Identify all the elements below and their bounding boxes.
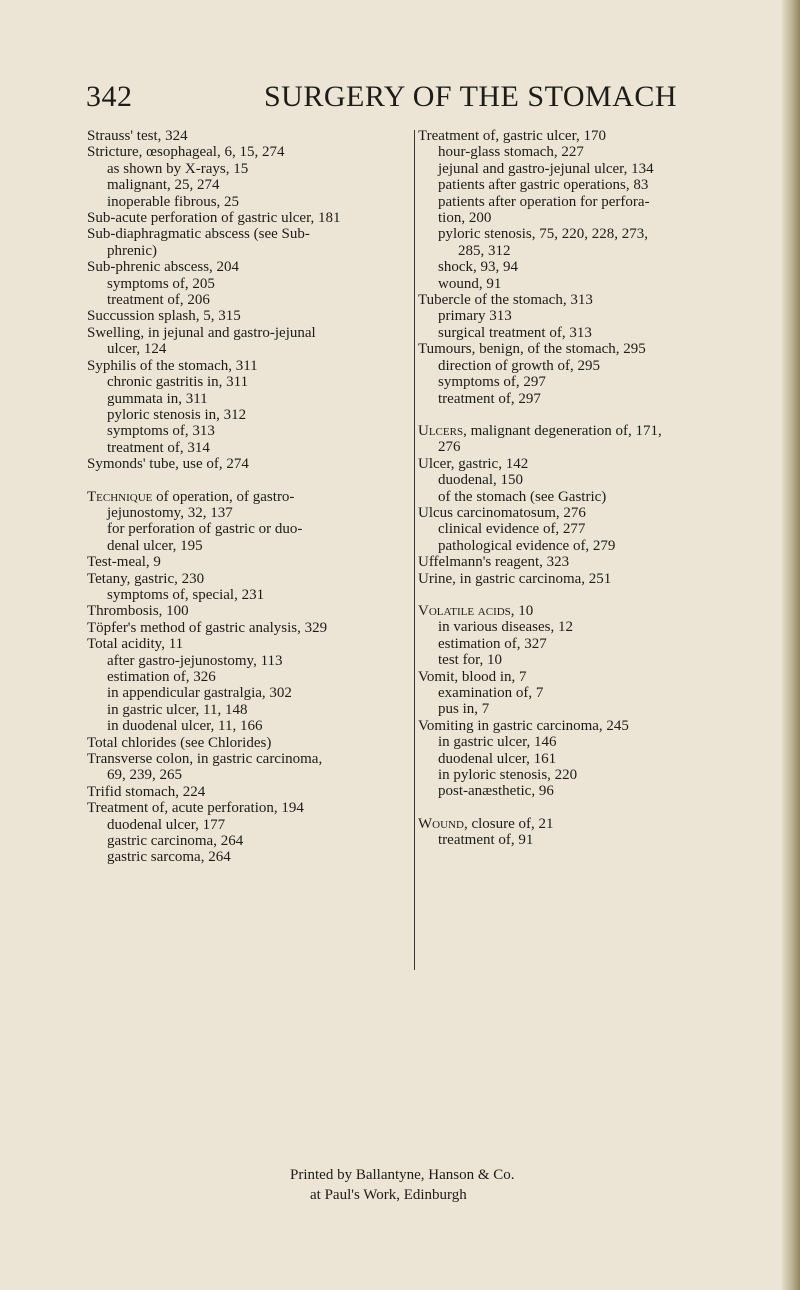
index-entry: Sub-diaphragmatic abscess (see Sub- [87,226,310,243]
index-subentry: treatment of, 91 [438,832,534,849]
index-subentry: ulcer, 124 [107,341,167,358]
index-subentry: after gastro-jejunostomy, 113 [107,652,283,669]
column-divider [414,130,415,970]
index-subentry: in gastric ulcer, 11, 148 [107,701,248,718]
index-subentry: 276 [438,439,461,456]
index-subentry: pathological evidence of, 279 [438,537,616,554]
index-subentry: phrenic) [107,242,157,259]
index-entry: Total chlorides (see Chlorides) [87,734,272,751]
index-entry: Treatment of, gastric ulcer, 170 [418,128,606,144]
index-subentry: test for, 10 [438,652,502,669]
index-subentry: duodenal, 150 [438,472,523,489]
index-entry: Total acidity, 11 [87,636,184,653]
index-subentry: surgical treatment of, 313 [438,324,592,341]
index-subentry: 69, 239, 265 [107,767,182,784]
index-entry: Swelling, in jejunal and gastro-jejunal [87,324,316,341]
index-entry: Tumours, benign, of the stomach, 295 [418,341,646,358]
section-lead-word: Ulcers [418,422,464,439]
page-number: 342 [86,80,133,113]
index-entry: Thrombosis, 100 [87,603,189,620]
index-subentry: estimation of, 327 [438,635,547,652]
index-subentry: pyloric stenosis, 75, 220, 228, 273, [438,226,648,243]
index-subentry: symptoms of, 313 [107,423,215,440]
index-entry: Tetany, gastric, 230 [87,570,205,587]
index-entry: Ulcers, malignant degeneration of, 171, [418,422,662,439]
index-entry: Vomit, blood in, 7 [418,668,527,685]
running-title: SURGERY OF THE STOMACH [264,80,678,113]
index-entry: Töpfer's method of gastric analysis, 329 [87,619,328,636]
index-column-right [418,128,773,849]
index-entry: Wound, closure of, 21 [418,815,554,832]
index-entry: Uffelmann's reagent, 323 [418,554,570,571]
index-subentry: as shown by X-rays, 15 [107,160,249,177]
index-subentry: symptoms of, special, 231 [107,586,265,603]
index-subentry: primary 313 [438,308,512,325]
index-entry: Technique of operation, of gastro- [87,488,295,505]
index-entry: Symonds' tube, use of, 274 [87,456,249,473]
index-subentry: gastric carcinoma, 264 [107,833,244,850]
index-column-left [87,128,412,866]
index-subentry: treatment of, 297 [438,390,541,407]
index-entry: Syphilis of the stomach, 311 [87,357,258,374]
index-subentry: patients after operation for perfora- [438,193,650,210]
index-entry: Strauss' test, 324 [87,128,188,144]
index-subentry: in duodenal ulcer, 11, 166 [107,718,263,735]
index-subentry: gummata in, 311 [107,390,208,407]
index-subentry: pyloric stenosis in, 312 [107,406,247,423]
index-entry: Treatment of, acute perforation, 194 [87,800,304,817]
index-subentry: for perforation of gastric or duo- [107,521,303,538]
index-subentry: wound, 91 [438,275,502,292]
index-subentry: in gastric ulcer, 146 [438,734,557,751]
index-subentry: hour-glass stomach, 227 [438,144,584,161]
index-subentry: direction of growth of, 295 [438,357,601,374]
index-subentry: in various diseases, 12 [438,619,573,636]
index-subentry: malignant, 25, 274 [107,177,220,194]
index-subentry: tion, 200 [438,210,492,227]
page-edge [782,0,800,1290]
index-subentry: gastric sarcoma, 264 [107,849,231,866]
section-gap [87,473,412,489]
index-subentry: in pyloric stenosis, 220 [438,767,578,784]
index-subentry: duodenal ulcer, 177 [107,816,226,833]
section-lead-word: Technique [87,488,153,505]
index-subentry: denal ulcer, 195 [107,537,203,554]
index-entry: Transverse colon, in gastric carcinoma, [87,751,323,768]
index-subentry: chronic gastritis in, 311 [107,374,249,391]
index-subentry: inoperable fibrous, 25 [107,193,240,210]
index-entry: Volatile acids, 10 [418,602,534,619]
index-entry: Sub-phrenic abscess, 204 [87,259,240,276]
section-gap [418,587,773,603]
index-entry: Tubercle of the stomach, 313 [418,292,593,309]
index-entry: Stricture, œsophageal, 6, 15, 274 [87,144,285,161]
index-subentry: patients after gastric operations, 83 [438,177,649,194]
printer-location: at Paul's Work, Edinburgh [310,1187,467,1203]
index-entry: Test-meal, 9 [87,554,161,571]
index-subentry: treatment of, 314 [107,439,210,456]
printer-line: Printed by Ballantyne, Hanson & Co. [290,1167,515,1183]
index-subentry: jejunal and gastro-jejunal ulcer, 134 [438,160,654,177]
index-entry: Ulcus carcinomatosum, 276 [418,504,586,521]
section-lead-word: Volatile acids [418,602,511,619]
index-subentry: post-anæsthetic, 96 [438,783,554,800]
index-subentry: clinical evidence of, 277 [438,521,586,538]
index-subentry: pus in, 7 [438,701,490,718]
index-subentry: of the stomach (see Gastric) [438,488,607,505]
index-subentry: in appendicular gastralgia, 302 [107,685,292,702]
index-subentry: symptoms of, 205 [107,275,215,292]
index-subentry: 285, 312 [458,242,511,259]
section-gap [418,407,773,423]
index-subentry: estimation of, 326 [107,669,216,685]
index-entry: Trifid stomach, 224 [87,783,206,800]
index-entry: Vomiting in gastric carcinoma, 245 [418,717,629,734]
index-entry: Ulcer, gastric, 142 [418,455,529,472]
index-subentry: duodenal ulcer, 161 [438,750,557,767]
index-subentry: shock, 93, 94 [438,259,518,276]
index-subentry: jejunostomy, 32, 137 [107,504,233,521]
index-subentry: symptoms of, 297 [438,374,546,391]
index-entry: Succussion splash, 5, 315 [87,308,241,325]
index-entry: Urine, in gastric carcinoma, 251 [418,570,612,587]
index-subentry: examination of, 7 [438,685,544,701]
index-entry: Sub-acute perforation of gastric ulcer, 181 [87,210,341,227]
index-subentry: treatment of, 206 [107,292,210,309]
section-lead-word: Wound [418,815,464,832]
section-gap [418,800,773,816]
